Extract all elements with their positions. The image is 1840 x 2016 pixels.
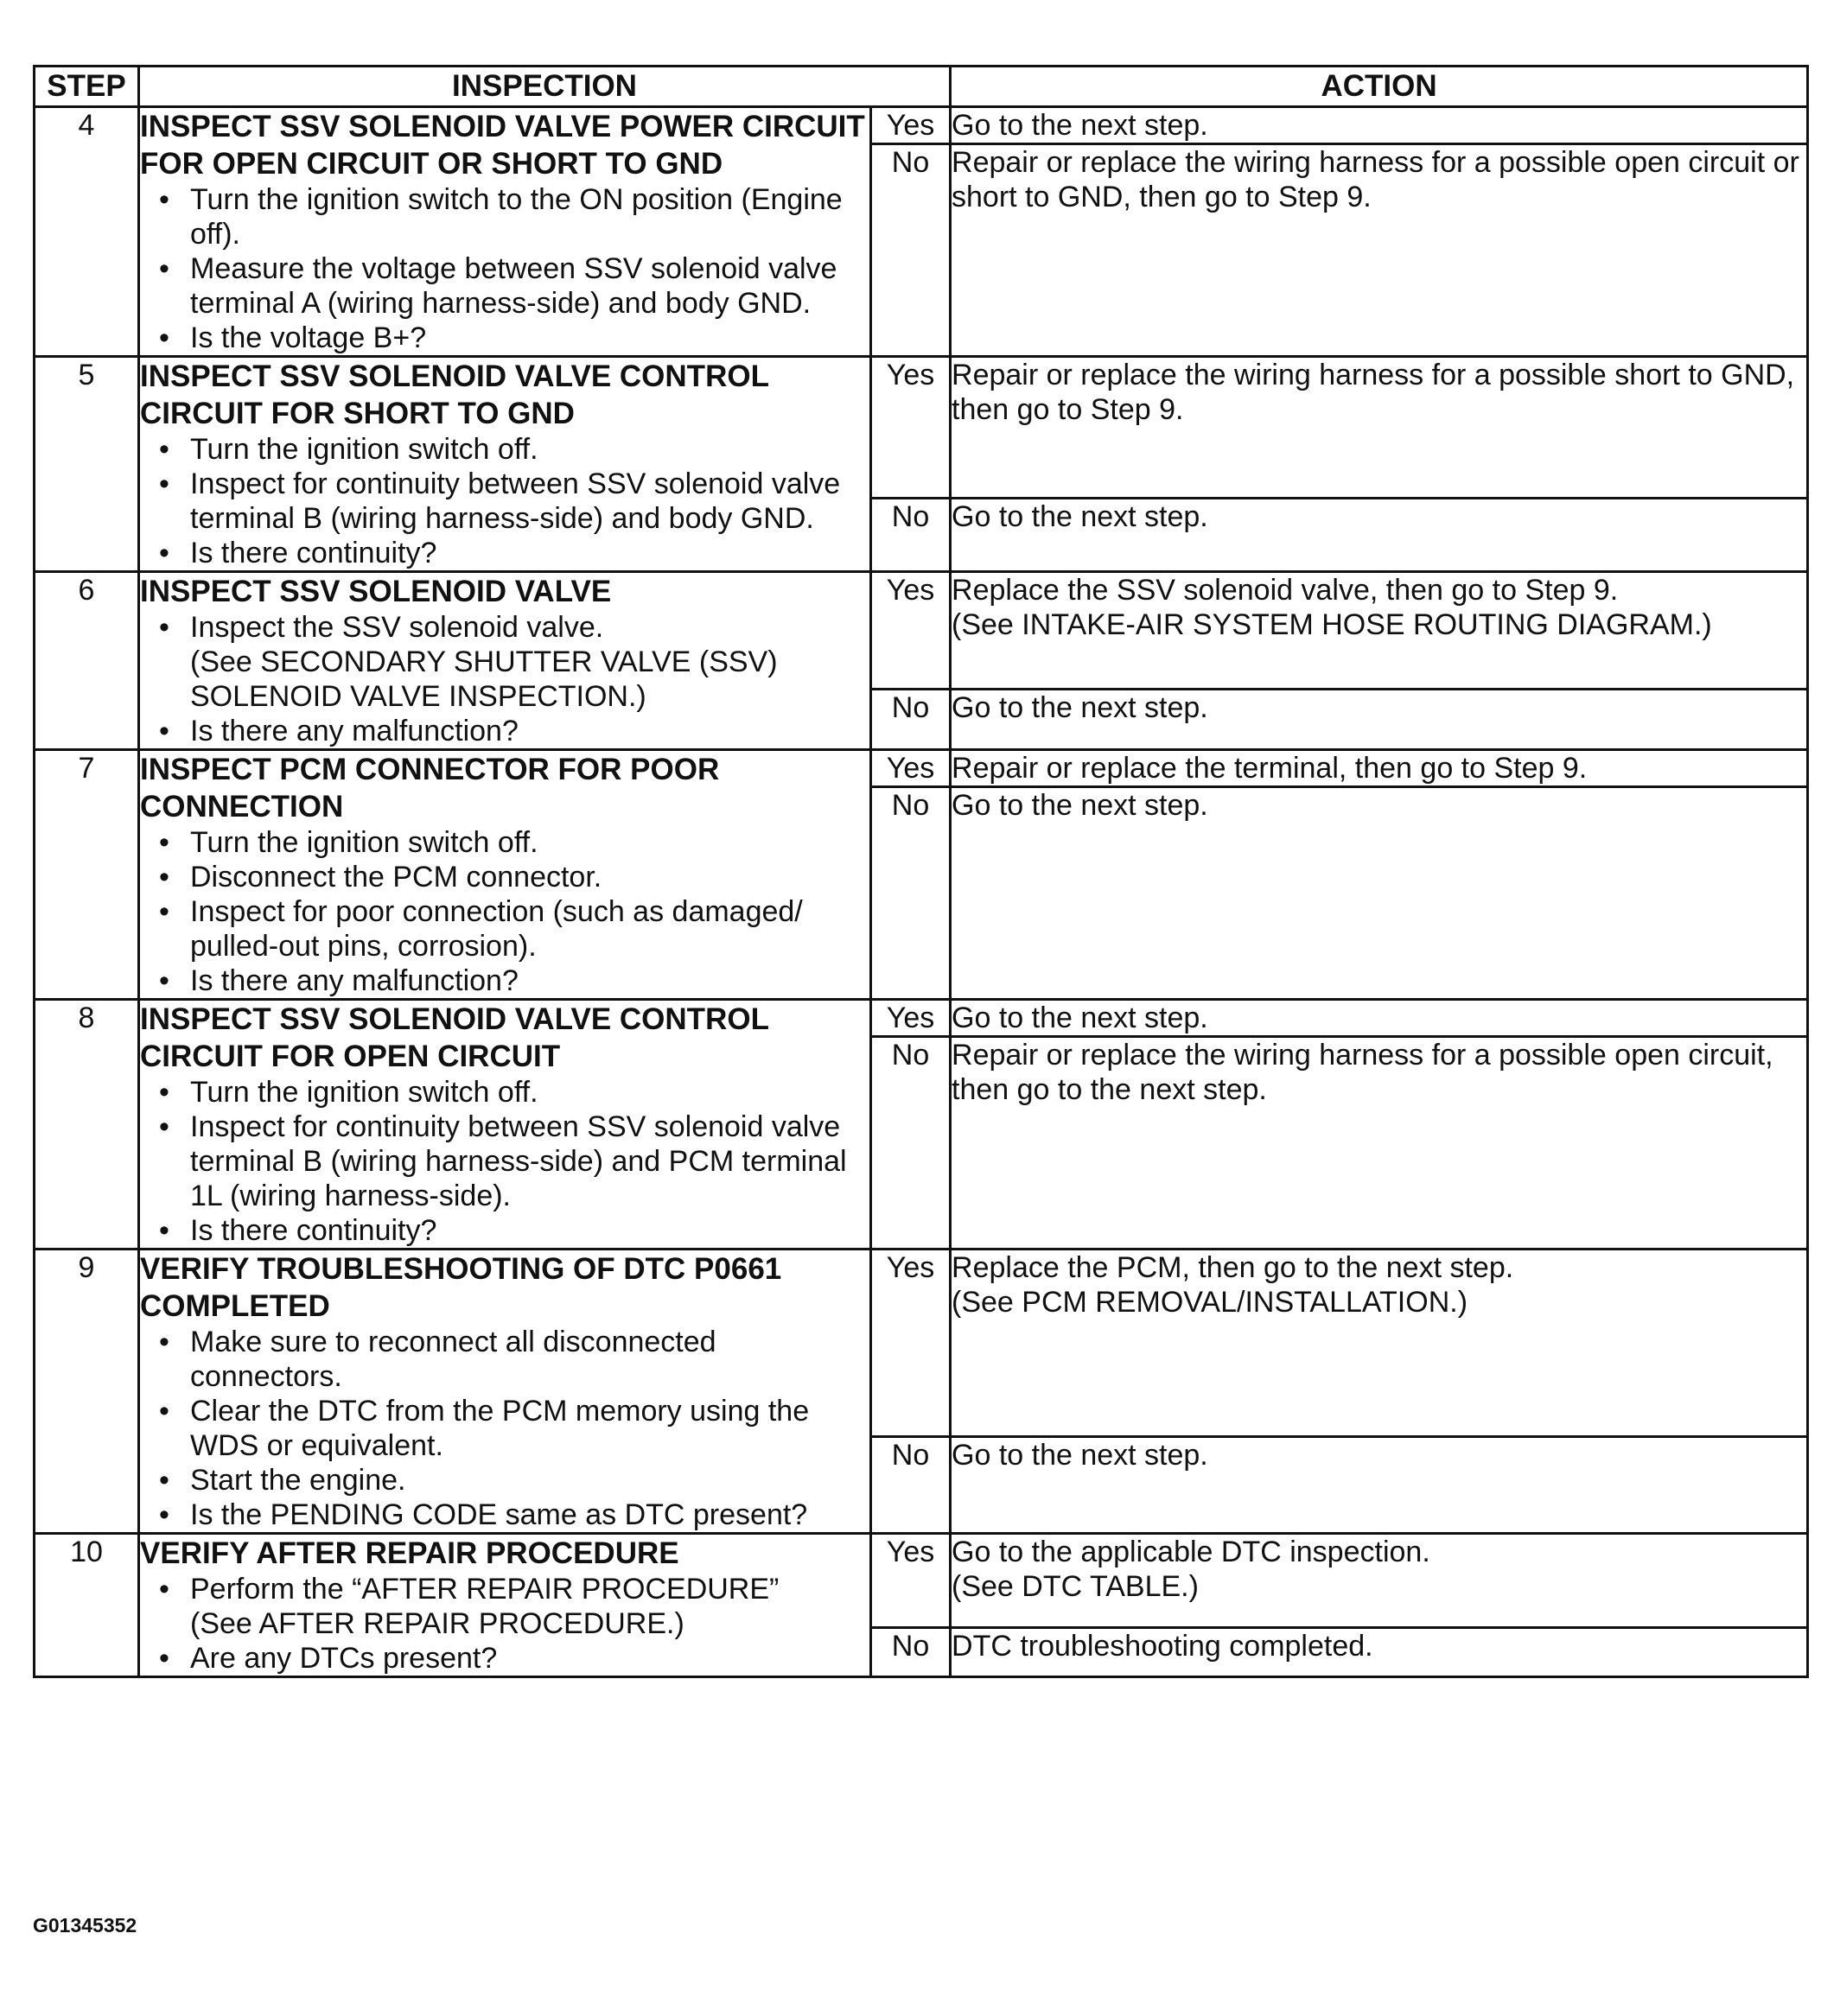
bullet-reference: (See SECONDARY SHUTTER VALVE (SSV) SOLENOID VALVE INSPECTION.) (190, 646, 778, 713)
step-row-yes (35, 750, 1808, 787)
bullet-item: • Measure the voltage between SSV solenoid valve terminal A (wiring harness-side) and body GND. (159, 252, 837, 320)
inspection-title: INSPECT SSV SOLENOID VALVE POWER CIRCUIT FOR OPEN CIRCUIT OR SHORT TO GND (140, 110, 865, 181)
yes-label: Yes (871, 107, 951, 144)
step-number: 8 (35, 1000, 139, 1250)
bullet-icon: • (159, 1214, 169, 1247)
inspection-bullets (140, 1075, 869, 1248)
troubleshooting-sheet (33, 65, 1806, 1678)
bullet-icon: • (159, 183, 169, 216)
bullet-item: • Is there any malfunction? (159, 715, 519, 747)
bullet-icon: • (159, 1642, 169, 1675)
no-action: Repair or replace the wiring harness for a possible open circuit or short to GND, then go to Step 9. (951, 144, 1808, 357)
bullet-item: • Is the voltage B+? (159, 321, 427, 354)
bullet-icon: • (159, 1573, 169, 1606)
bullet-item: • Is there continuity? (159, 537, 437, 569)
bullet-icon: • (159, 611, 169, 644)
bullet-icon: • (159, 715, 169, 747)
inspection-cell (139, 1534, 871, 1677)
header-inspection: INSPECTION (139, 67, 951, 107)
inspection-title: INSPECT PCM CONNECTOR FOR POOR CONNECTION (140, 753, 720, 824)
yes-action: Repair or replace the terminal, then go to Step 9. (951, 750, 1808, 787)
inspection-bullets (140, 825, 869, 998)
bullet-icon: • (159, 1395, 169, 1428)
inspection-cell (139, 1000, 871, 1250)
bullet-icon: • (159, 1498, 169, 1531)
bullet-icon: • (159, 861, 169, 894)
figure-id: G01345352 (33, 1914, 137, 1937)
no-action: Go to the next step. (951, 787, 1808, 1000)
bullet-item: • Inspect for continuity between SSV solenoid valve terminal B (wiring harness-side) and body GND. (159, 467, 841, 535)
no-label: No (871, 1628, 951, 1677)
action-reference: (See PCM REMOVAL/INSTALLATION.) (952, 1286, 1468, 1319)
bullet-item: • Inspect for continuity between SSV solenoid valve terminal B (wiring harness-side) and PCM terminal 1L (wiring harness-side). (159, 1110, 847, 1212)
yes-label: Yes (871, 750, 951, 787)
bullet-icon: • (159, 1110, 169, 1143)
bullet-icon: • (159, 826, 169, 859)
bullet-item: • Turn the ignition switch off. (159, 1076, 538, 1109)
bullet-item: • Make sure to reconnect all disconnected connectors. (159, 1326, 716, 1393)
inspection-bullets (140, 1325, 869, 1532)
yes-action: Replace the PCM, then go to the next step. (See PCM REMOVAL/INSTALLATION.) (951, 1250, 1808, 1437)
step-number: 10 (35, 1534, 139, 1677)
step-row-yes (35, 1000, 1808, 1037)
inspection-bullets (140, 1572, 869, 1676)
bullet-item: • Turn the ignition switch to the ON position (Engine off). (159, 183, 843, 251)
no-action: DTC troubleshooting completed. (951, 1628, 1808, 1677)
inspection-cell (139, 357, 871, 572)
header-row (35, 67, 1808, 107)
inspection-title: VERIFY TROUBLESHOOTING OF DTC P0661 COMPLETED (140, 1252, 782, 1323)
yes-action: Go to the next step. (951, 1000, 1808, 1037)
bullet-icon: • (159, 1326, 169, 1358)
header-step: STEP (35, 67, 139, 107)
no-action: Repair or replace the wiring harness for a possible open circuit, then go to the next step. (951, 1037, 1808, 1250)
step-number: 6 (35, 572, 139, 750)
bullet-item: • Inspect for poor connection (such as damaged/ pulled-out pins, corrosion). (159, 895, 803, 963)
yes-action: Repair or replace the wiring harness for a possible short to GND, then go to Step 9. (951, 357, 1808, 499)
bullet-icon: • (159, 895, 169, 928)
step-row-yes (35, 107, 1808, 144)
step-row-yes (35, 357, 1808, 499)
bullet-item: • Inspect the SSV solenoid valve. (See SECONDARY SHUTTER VALVE (SSV) SOLENOID VALVE INSPECTION.) (140, 610, 869, 714)
no-label: No (871, 689, 951, 749)
inspection-title: INSPECT SSV SOLENOID VALVE CONTROL CIRCUIT FOR SHORT TO GND (140, 359, 769, 430)
inspection-cell (139, 750, 871, 1000)
bullet-icon: • (159, 252, 169, 285)
yes-label: Yes (871, 572, 951, 690)
step-row-yes (35, 572, 1808, 690)
yes-label: Yes (871, 357, 951, 499)
step-number: 7 (35, 750, 139, 1000)
no-action: Go to the next step. (951, 689, 1808, 749)
bullet-item: • Is there continuity? (159, 1214, 437, 1247)
step-row-yes (35, 1534, 1808, 1628)
inspection-title: INSPECT SSV SOLENOID VALVE CONTROL CIRCUIT FOR OPEN CIRCUIT (140, 1002, 769, 1073)
bullet-item: • Clear the DTC from the PCM memory using the WDS or equivalent. (159, 1395, 810, 1462)
bullet-icon: • (159, 433, 169, 466)
bullet-item: • Turn the ignition switch off. (159, 826, 538, 859)
step-number: 9 (35, 1250, 139, 1534)
step-row-yes (35, 1250, 1808, 1437)
bullet-icon: • (159, 1076, 169, 1109)
bullet-icon: • (159, 1464, 169, 1497)
yes-label: Yes (871, 1534, 951, 1628)
inspection-cell (139, 572, 871, 750)
bullet-icon: • (159, 321, 169, 354)
inspection-bullets (140, 432, 869, 570)
step-number: 4 (35, 107, 139, 357)
bullet-reference: (See AFTER REPAIR PROCEDURE.) (190, 1607, 684, 1640)
no-label: No (871, 1436, 951, 1533)
yes-action: Go to the next step. (951, 107, 1808, 144)
step-number: 5 (35, 357, 139, 572)
bullet-item: • Disconnect the PCM connector. (159, 861, 602, 894)
bullet-icon: • (159, 964, 169, 997)
inspection-cell (139, 107, 871, 357)
inspection-title: INSPECT SSV SOLENOID VALVE (140, 575, 612, 608)
no-action: Go to the next step. (951, 499, 1808, 572)
no-label: No (871, 499, 951, 572)
no-action: Go to the next step. (951, 1436, 1808, 1533)
inspection-cell (139, 1250, 871, 1534)
inspection-bullets (140, 182, 869, 355)
diagnostic-table (33, 65, 1809, 1678)
bullet-icon: • (159, 467, 169, 500)
bullet-item: • Start the engine. (159, 1464, 406, 1497)
yes-action: Go to the applicable DTC inspection. (See DTC TABLE.) (951, 1534, 1808, 1628)
bullet-item: • Are any DTCs present? (159, 1642, 498, 1675)
yes-action: Replace the SSV solenoid valve, then go to Step 9. (See INTAKE-AIR SYSTEM HOSE ROUTING DIAGRAM.) (951, 572, 1808, 690)
bullet-item: • Is there any malfunction? (159, 964, 519, 997)
action-reference: (See DTC TABLE.) (952, 1570, 1199, 1603)
yes-label: Yes (871, 1250, 951, 1437)
no-label: No (871, 787, 951, 1000)
header-action: ACTION (951, 67, 1808, 107)
no-label: No (871, 1037, 951, 1250)
yes-label: Yes (871, 1000, 951, 1037)
bullet-item: • Perform the “AFTER REPAIR PROCEDURE” (See AFTER REPAIR PROCEDURE.) (140, 1572, 869, 1641)
bullet-icon: • (159, 537, 169, 569)
no-label: No (871, 144, 951, 357)
inspection-bullets (140, 610, 869, 748)
bullet-item: • Turn the ignition switch off. (159, 433, 538, 466)
bullet-item: • Is the PENDING CODE same as DTC present? (159, 1498, 808, 1531)
inspection-title: VERIFY AFTER REPAIR PROCEDURE (140, 1536, 679, 1570)
action-reference: (See INTAKE-AIR SYSTEM HOSE ROUTING DIAGRAM.) (952, 608, 1712, 641)
